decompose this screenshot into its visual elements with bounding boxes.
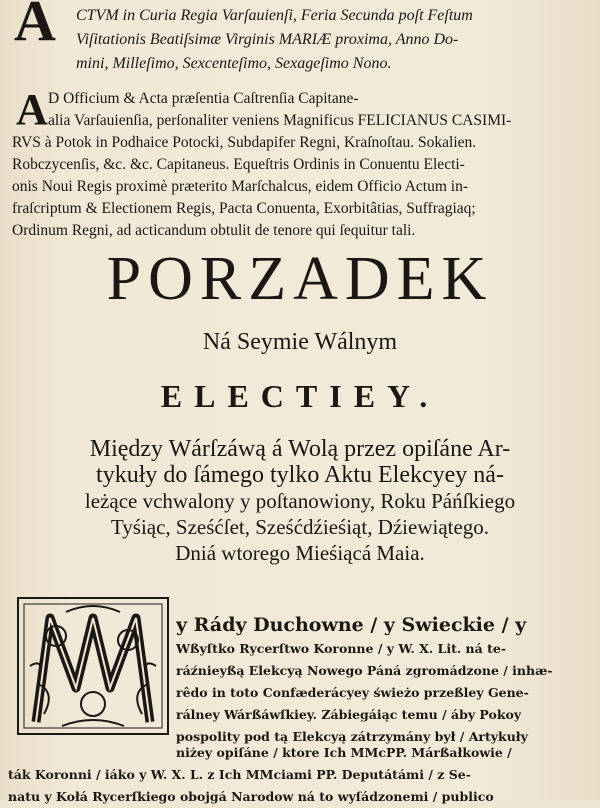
- drop-cap: A: [16, 85, 48, 134]
- text-line: leżące vchwalony y poſtanowiony, Roku Páńſkiego: [84, 489, 516, 513]
- text-line: ráźnieyßą Elekcyą Nowego Páná zgromádzone / inhæ-: [176, 663, 553, 678]
- text-line: y Rády Duchowne / y Swieckie / y: [176, 614, 527, 636]
- actum-paragraph: [0, 0, 600, 78]
- intro-paragraph: [12, 436, 588, 566]
- text-line: alia Varſauienſia, perſonaliter veniens Magnificus FELICIANUS CASIMI-: [48, 112, 512, 129]
- text-line: Ordinum Regni, ad acticandum obtulit de tenore qui ſequitur tali.: [12, 222, 416, 239]
- actum-text: [76, 4, 590, 76]
- text-line: Dniá wtorego Mieśiącá Maia.: [175, 541, 425, 565]
- text-line: niżey opiſáne / ktore Ich MMcPP. Márßałkowie /: [176, 745, 512, 760]
- text-line: RVS à Potok in Podhaice Potocki, Subdapifer Regni, Kraſnoſtau. Sokalien.: [12, 134, 477, 151]
- text-line: rêdo in toto Confæderácyey świeżo przeßley Gene-: [176, 685, 529, 700]
- text-line: D Officium & Acta præſentia Caſtrenſia Capitane-: [48, 90, 359, 107]
- text-line: Wßyſtko Rycerſtwo Koronne / y W. X. Lit. ná te-: [176, 641, 507, 656]
- fraktur-paragraph: [176, 612, 592, 748]
- officium-paragraph: [0, 85, 600, 239]
- text-line: pospolity pod tą Elekcyą zátrzymány był / Artykuły: [176, 729, 528, 744]
- text-line: ták Koronni / iáko y W. X. L. z Ich MMciami PP. Deputátámi / z Se-: [8, 767, 471, 782]
- page-subtitle: Ná Seymie Wálnym: [202, 329, 398, 355]
- text-line: mini, Milleſimo, Sexcenteſimo, Sexageſimo Nono.: [76, 55, 392, 72]
- text-line: CTVM in Curia Regia Varſauienſi, Feria Secunda poſt Feſtum: [76, 7, 473, 24]
- ornamental-initial-icon: [16, 596, 170, 736]
- page-title: PORZADEK: [106, 245, 494, 313]
- title-electiey: ELECTIEY.: [160, 378, 440, 414]
- text-line: Tyśiąc, Sześćſet, Sześćdźieśiąt, Dźiewiątego.: [110, 515, 490, 539]
- drop-cap: A: [14, 0, 56, 53]
- officium-text: [12, 85, 590, 242]
- text-line: onis Noui Regis proximè præterito Marſchalcus, eidem Officio Actum in-: [12, 178, 469, 195]
- text-line: Między Wárſzáwą á Wolą przez opiſáne Ar-: [89, 436, 511, 462]
- text-line: Robczycenſis, &c. &c. Capitaneus. Equeſtris Ordinis in Conuentu Electi-: [12, 156, 465, 173]
- fraktur-continuation: [8, 742, 592, 808]
- text-line: fraſcriptum & Electionem Regis, Pacta Conuenta, Exorbitâtias, Suffragiaq;: [12, 200, 476, 217]
- text-line: tykuły do ſámego tylko Aktu Elekcyey ná-: [96, 462, 504, 488]
- text-line: natu y Kołá Rycerſkiego obojgá Narodow ná to wyſádzonemi / publico: [8, 789, 494, 804]
- text-line: Viſitationis Beatiſsimæ Virginis MARIÆ proxima, Anno Do-: [76, 31, 459, 48]
- text-line: rálney Wárßáwſkiey. Zábiegáiąc temu / áby Pokoy: [176, 707, 522, 722]
